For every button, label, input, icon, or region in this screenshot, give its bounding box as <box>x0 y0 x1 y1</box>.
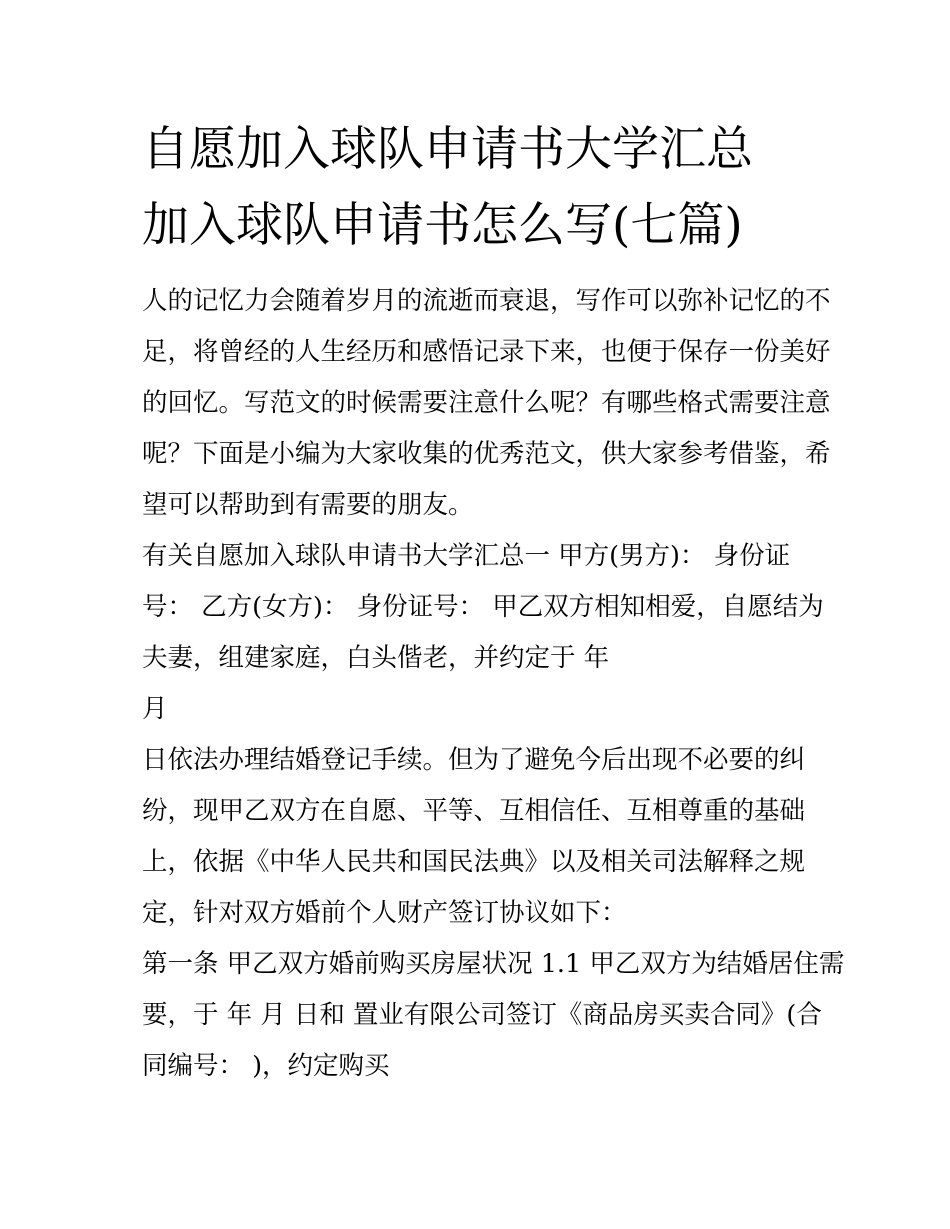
body-line: 呢？下面是小编为大家收集的优秀范文，供大家参考借鉴，希 <box>142 439 831 469</box>
title-line-1: 自愿加入球队申请书大学汇总 <box>142 122 753 177</box>
body-line: 定，针对双方婚前个人财产签订协议如下： <box>142 898 627 928</box>
body-line: 要，于 年 月 日和 置业有限公司签订《商品房买卖合同》(合 <box>142 1000 822 1030</box>
body-line: 月 <box>142 694 168 724</box>
body-line: 同编号： )，约定购买 <box>142 1051 390 1081</box>
body-line: 足，将曾经的人生经历和感悟记录下来，也便于保存一份美好 <box>142 337 831 367</box>
document-body <box>142 276 845 1092</box>
title-line-2: 加入球队申请书怎么写(七篇) <box>142 198 743 253</box>
body-line: 的回忆。写范文的时候需要注意什么呢？有哪些格式需要注意 <box>142 388 831 418</box>
body-line: 号： 乙方(女方)： 身份证号： 甲乙双方相知相爱，自愿结为 <box>142 592 824 622</box>
body-line: 上，依据《中华人民共和国民法典》以及相关司法解释之规 <box>142 847 806 877</box>
body-line: 日依法办理结婚登记手续。但为了避免今后出现不必要的纠 <box>142 745 806 775</box>
document-title <box>142 112 822 264</box>
body-line: 第一条 甲乙双方婚前购买房屋状况 1.1 甲乙双方为结婚居住需 <box>142 949 845 979</box>
body-line: 有关自愿加入球队申请书大学汇总一 甲方(男方)： 身份证 <box>142 541 791 571</box>
body-line: 人的记忆力会随着岁月的流逝而衰退，写作可以弥补记忆的不 <box>142 286 831 316</box>
body-line: 夫妻，组建家庭，白头偕老，并约定于 年 <box>142 643 610 673</box>
body-line: 望可以帮助到有需要的朋友。 <box>142 490 474 520</box>
body-line: 纷，现甲乙双方在自愿、平等、互相信任、互相尊重的基础 <box>142 796 806 826</box>
